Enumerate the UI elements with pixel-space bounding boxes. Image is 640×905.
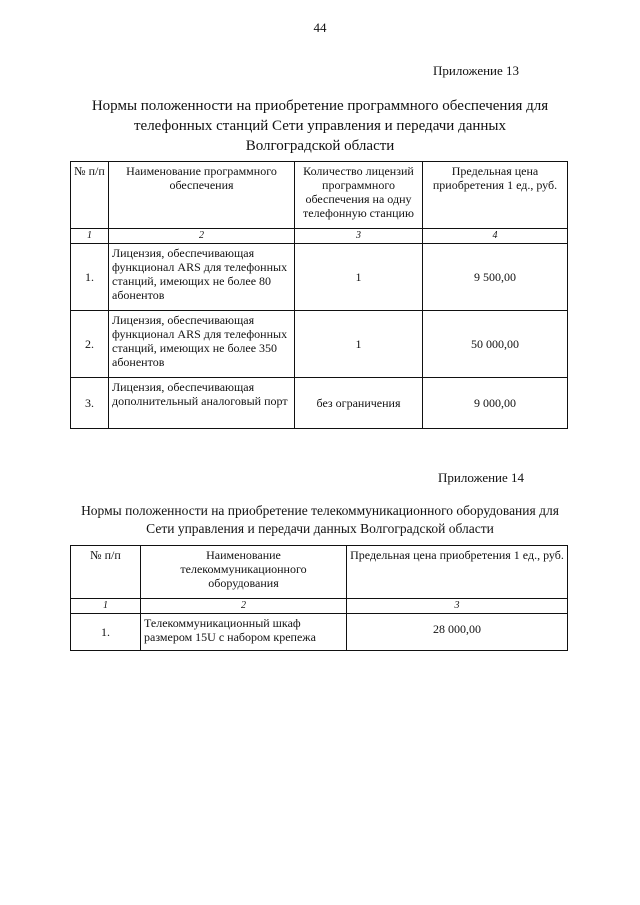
index-cell: 2 bbox=[141, 599, 347, 614]
header-price: Предельная цена приобретения 1 ед., руб. bbox=[423, 162, 568, 229]
row-quantity: 1 bbox=[295, 244, 423, 311]
header-name: Наименование телекоммуникационного оборудования bbox=[141, 546, 347, 599]
index-cell: 2 bbox=[109, 229, 295, 244]
table-row bbox=[71, 311, 568, 378]
appendix-13-title bbox=[70, 96, 570, 156]
header-num: № п/п bbox=[71, 162, 109, 229]
table-index-row bbox=[71, 599, 568, 614]
table-row bbox=[71, 614, 568, 651]
header-name: Наименование программного обеспечения bbox=[109, 162, 295, 229]
row-price: 50 000,00 bbox=[423, 311, 568, 378]
row-num: 3. bbox=[71, 378, 109, 429]
index-cell: 1 bbox=[71, 599, 141, 614]
row-name: Лицензия, обеспечивающая функционал ARS для телефонных станций, имеющих не более 350 абонентов bbox=[109, 311, 295, 378]
header-quantity: Количество лицензий программного обеспечения на одну телефонную станцию bbox=[295, 162, 423, 229]
row-name: Телекоммуникационный шкаф размером 15U с набором крепежа bbox=[141, 614, 347, 651]
header-num: № п/п bbox=[71, 546, 141, 599]
table-row bbox=[71, 378, 568, 429]
appendix-13-table bbox=[70, 161, 568, 429]
index-cell: 1 bbox=[71, 229, 109, 244]
row-num: 2. bbox=[71, 311, 109, 378]
row-quantity: без ограничения bbox=[295, 378, 423, 429]
appendix-14-title-line: Нормы положенности на приобретение телекоммуникационного оборудования для bbox=[81, 503, 559, 518]
row-name: Лицензия, обеспечивающая дополнительный аналоговый порт bbox=[109, 378, 295, 429]
appendix-14-title-line: Сети управления и передачи данных Волгоградской области bbox=[146, 521, 494, 536]
row-num: 1. bbox=[71, 244, 109, 311]
table-header-row bbox=[71, 546, 568, 599]
index-cell: 3 bbox=[295, 229, 423, 244]
index-cell: 3 bbox=[347, 599, 568, 614]
row-num: 1. bbox=[71, 614, 141, 651]
header-price: Предельная цена приобретения 1 ед., руб. bbox=[347, 546, 568, 599]
appendix-13-label: Приложение 13 bbox=[433, 63, 520, 78]
appendix-13-title-line: телефонных станций Сети управления и передачи данных bbox=[133, 118, 506, 134]
row-price: 9 500,00 bbox=[423, 244, 568, 311]
table-row bbox=[71, 244, 568, 311]
appendix-13-title-line: Нормы положенности на приобретение программного обеспечения для bbox=[91, 98, 549, 114]
row-price: 28 000,00 bbox=[347, 614, 568, 651]
index-cell: 4 bbox=[423, 229, 568, 244]
row-price: 9 000,00 bbox=[423, 378, 568, 429]
row-quantity: 1 bbox=[295, 311, 423, 378]
appendix-14-table bbox=[70, 545, 568, 651]
appendix-14-title bbox=[60, 502, 580, 538]
appendix-13-title-line: Волгоградской области bbox=[245, 138, 395, 154]
table-header-row bbox=[71, 162, 568, 229]
table-index-row bbox=[71, 229, 568, 244]
appendix-14-label: Приложение 14 bbox=[438, 470, 525, 485]
row-name: Лицензия, обеспечивающая функционал ARS для телефонных станций, имеющих не более 80 абонентов bbox=[109, 244, 295, 311]
page-number: 44 bbox=[313, 20, 327, 35]
